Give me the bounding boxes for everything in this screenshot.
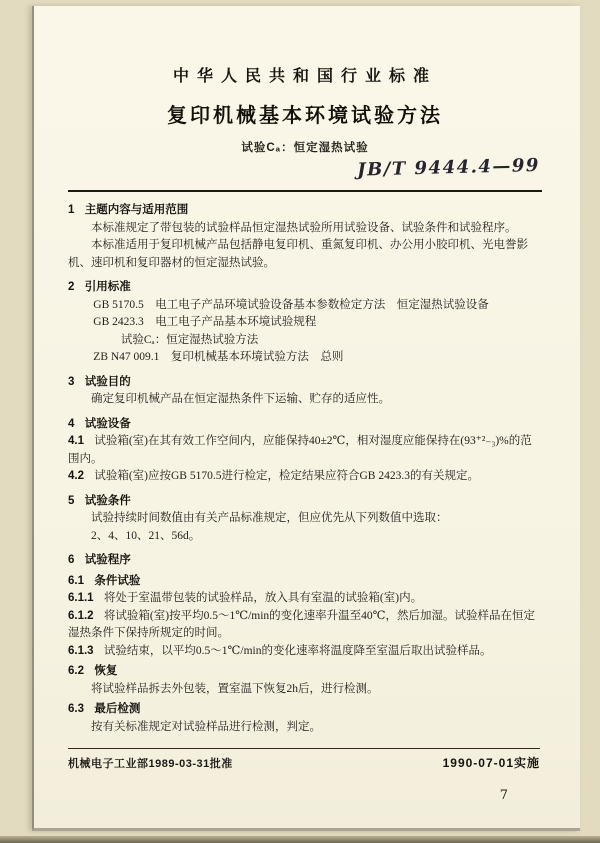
line-text: 最后检测 <box>94 703 141 715</box>
line-number: 6.1.2 <box>68 609 94 622</box>
line-text: 试验箱(室)应按GB 5170.5进行检定，检定结果应符合GB 2423.3的有关规定。 <box>94 470 479 482</box>
body-line <box>68 202 542 220</box>
body-line <box>121 332 542 350</box>
line-number: 6.1 <box>68 574 84 587</box>
header-divider <box>68 190 542 192</box>
line-number: 1 <box>68 204 75 216</box>
line-number: 6.3 <box>68 703 84 715</box>
line-number: 2 <box>68 281 75 293</box>
line-text: 试验结束，以平均0.5～1℃/min的变化速率将温度降至室温后取出试验样品。 <box>103 644 492 657</box>
line-number: 6.1.3 <box>68 644 94 657</box>
body-line <box>68 468 542 486</box>
line-text: 本标准适用于复印机械产品包括静电复印机、重氮复印机、办公用小胶印机、光电誊影机、速印机和复印器材的恒定湿热试验。 <box>68 239 528 269</box>
line-number: 4.1 <box>68 435 84 447</box>
line-text: 主题内容与适用范围 <box>84 204 189 216</box>
standard-number: JB/T 9444.4—99 <box>356 154 541 181</box>
line-number: 5 <box>68 494 75 507</box>
line-text: 引用标准 <box>84 281 131 293</box>
line-text: 试验设备 <box>84 417 131 430</box>
page-content <box>34 6 580 736</box>
line-text: ZB N47 009.1 复印机械基本环境试验方法 总则 <box>93 351 344 363</box>
body-line <box>68 279 542 297</box>
line-text: GB 2423.3 电工电子产品基本环境试验规程 <box>93 316 317 328</box>
scanned-page <box>32 6 580 831</box>
line-text: 本标准规定了带包装的试验样品恒定湿热试验所用试验设备、试验条件和试验程序。 <box>91 221 517 234</box>
line-text: 试验程序 <box>84 554 131 566</box>
body-line <box>68 391 542 409</box>
line-number: 4 <box>68 417 75 430</box>
line-number: 6.2 <box>68 665 84 677</box>
body-line <box>68 374 542 392</box>
line-text: 将处于室温带包装的试验样品，放入具有室温的试验箱(室)内。 <box>103 592 423 604</box>
line-text: 试验Cₐ：恒定湿热试验方法 <box>120 333 259 346</box>
body-line <box>68 573 542 591</box>
body-line <box>68 493 542 511</box>
document-body <box>68 202 542 736</box>
implementation-note: 1990-07-01实施 <box>442 756 540 770</box>
line-number: 3 <box>68 375 75 388</box>
line-text: 试验条件 <box>84 494 131 507</box>
footer-divider <box>68 748 540 749</box>
approval-note: 机械电子工业部1989-03-31批准 <box>68 758 233 770</box>
body-line <box>68 416 542 434</box>
body-line <box>93 314 542 332</box>
line-text: 将试验样品拆去外包装，置室温下恢复2h后，进行检测。 <box>91 682 379 695</box>
line-text: 2、4、10、21、56d。 <box>91 529 201 542</box>
line-text: 试验目的 <box>84 375 131 388</box>
footer <box>68 748 540 771</box>
document-title: 复印机械基本环境试验方法 <box>167 105 443 127</box>
standard-kind-label: 中华人民共和国行业标准 <box>172 68 437 85</box>
line-text: 条件试验 <box>94 574 141 587</box>
line-text: GB 5170.5 电工电子产品环境试验设备基本参数检定方法 恒定湿热试验设备 <box>93 298 489 311</box>
body-line <box>68 237 542 272</box>
body-line <box>68 663 542 681</box>
body-line <box>68 643 542 661</box>
line-text: 试验箱(室)在其有效工作空间内，应能保持40±2℃，相对湿度应能保持在(93⁺²₋₃)%的范围内。 <box>68 435 532 465</box>
body-line <box>68 608 542 643</box>
body-line <box>68 701 542 719</box>
line-text: 确定复印机械产品在恒定湿热条件下运输、贮存的适应性。 <box>91 393 390 405</box>
body-line <box>93 297 542 315</box>
body-line <box>68 719 542 737</box>
line-text: 恢复 <box>94 665 118 677</box>
body-line <box>93 349 542 367</box>
line-number: 6 <box>68 554 75 566</box>
line-text: 按有关标准规定对试验样品进行检测，判定。 <box>91 720 321 733</box>
document-subtitle: 试验Cₐ：恒定湿热试验 <box>241 142 369 154</box>
body-line <box>68 510 542 528</box>
body-line <box>68 590 542 608</box>
body-line <box>68 433 542 468</box>
line-number: 4.2 <box>68 470 84 482</box>
body-line <box>68 681 542 699</box>
body-line <box>68 552 542 570</box>
body-line <box>68 220 542 238</box>
body-line <box>68 528 542 546</box>
line-text: 将试验箱(室)按平均0.5～1℃/min的变化速率升温至40℃，然后加湿。试验样品在恒定湿热条件下保持所规定的时间。 <box>68 609 536 639</box>
line-text: 试验持续时间数值由有关产品标准规定，但应优先从下列数值中选取： <box>91 512 448 524</box>
line-number: 6.1.1 <box>68 592 94 604</box>
page-number: 7 <box>499 788 508 803</box>
